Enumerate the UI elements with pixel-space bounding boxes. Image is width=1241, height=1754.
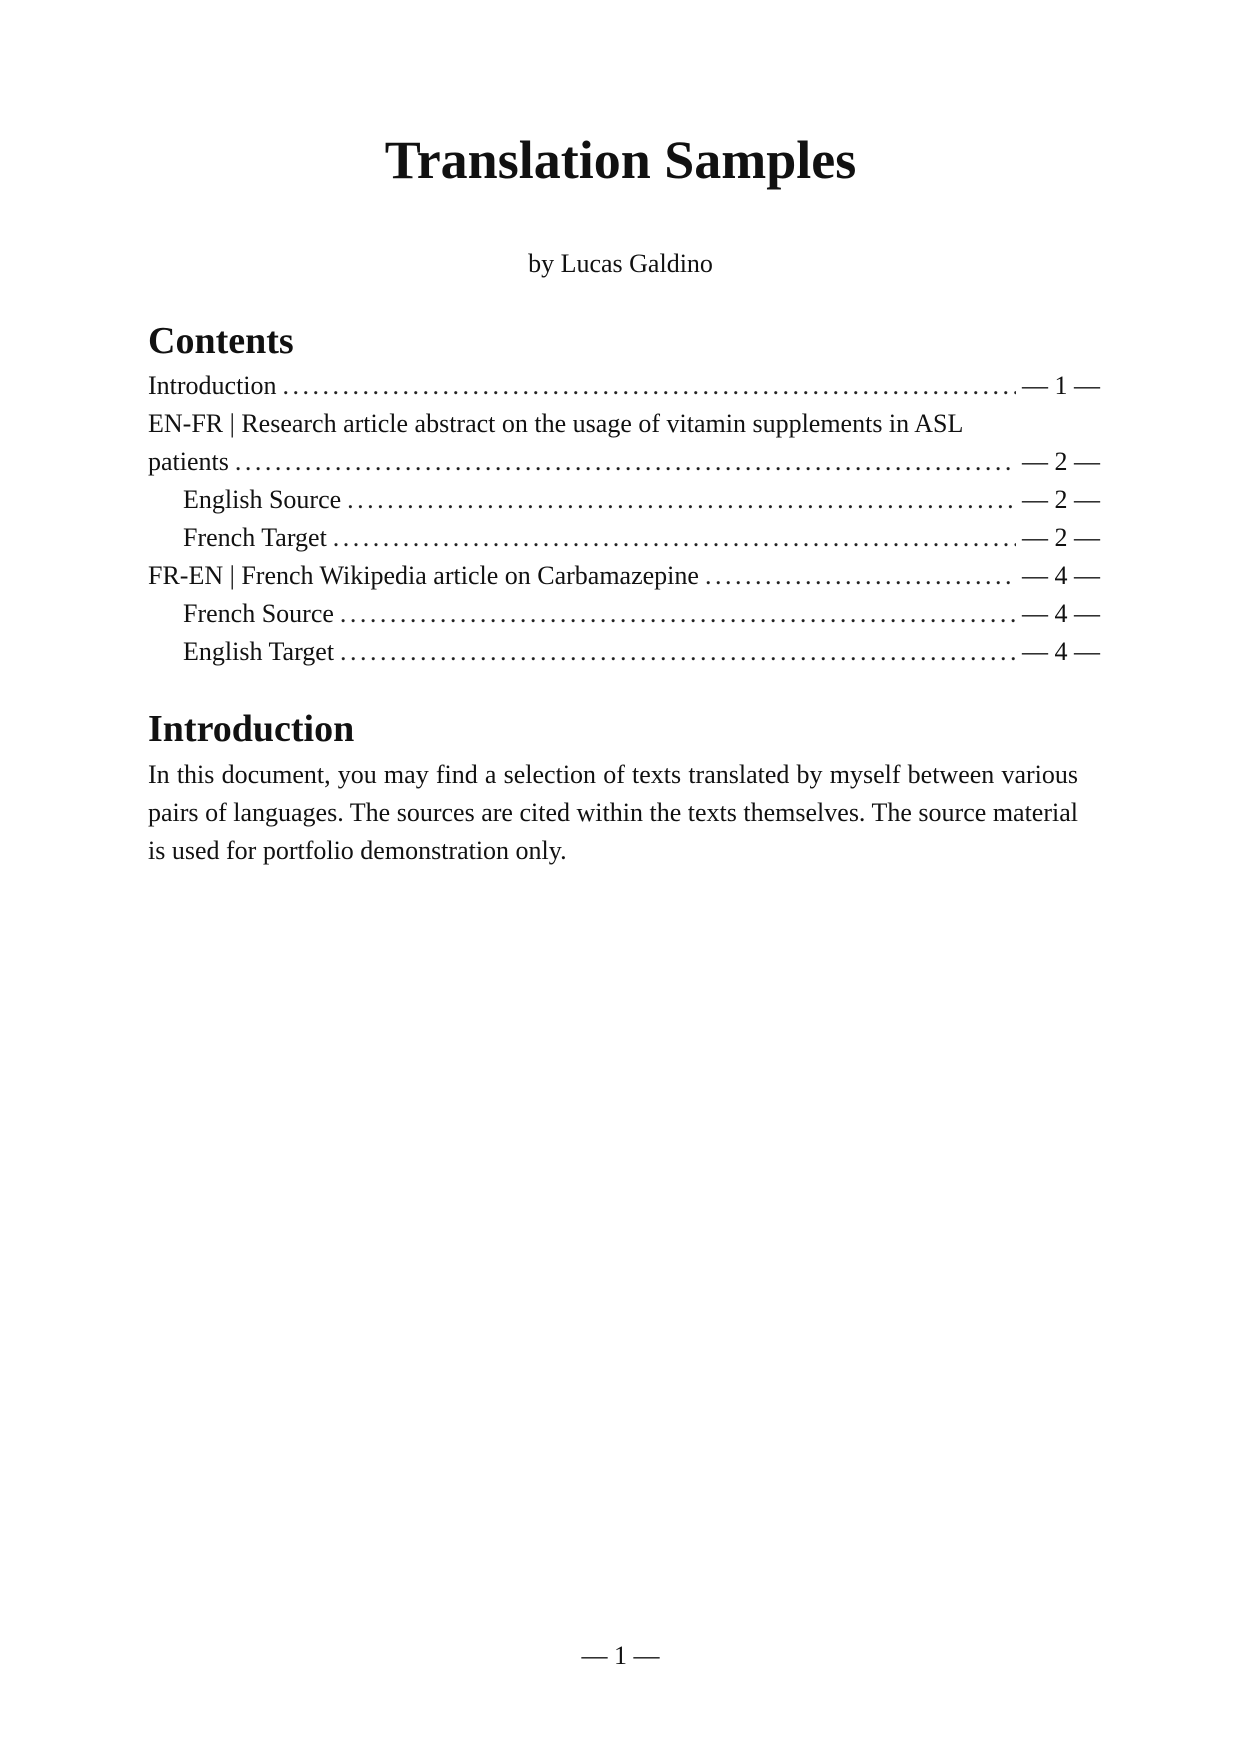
introduction-body: In this document, you may find a selection of texts translated by myself between various pairs of languages. The sources are cited within the texts themselves. The source material is used for portfolio demonstration only. (148, 760, 1078, 865)
contents-heading: Contents (148, 320, 294, 362)
toc-dot-leader (333, 519, 1016, 557)
document-title: Translation Samples (384, 130, 857, 190)
toc-entry-en-fr-title-line1[interactable]: EN-FR | Research article abstract on the usage of vitamin supplements in ASL (148, 409, 964, 438)
toc-entry-page: — 1 — (1022, 371, 1100, 400)
toc-entry-page: — 4 — (1022, 561, 1100, 590)
toc-entry-title: French Target (183, 523, 327, 552)
toc-entry-title: English Target (183, 637, 335, 666)
toc-entry-title: FR-EN | French Wikipedia article on Carbamazepine (148, 561, 699, 590)
toc-entry-english-source[interactable] (148, 481, 1100, 519)
toc-dot-leader (340, 633, 1016, 671)
toc-dot-leader (347, 481, 1016, 519)
toc-entry-page: — 2 — (1022, 485, 1100, 514)
toc-dot-leader (340, 595, 1016, 633)
toc-dot-leader (235, 443, 1016, 481)
toc-entry-page: — 2 — (1022, 523, 1100, 552)
page-number: — 1 — (581, 1641, 660, 1670)
toc-entry-en-fr[interactable] (148, 443, 1100, 481)
toc-entry-fr-en[interactable] (148, 557, 1100, 595)
toc-entry-page: — 2 — (1022, 447, 1100, 476)
toc-entry-page: — 4 — (1022, 637, 1100, 666)
toc-entry-title: patients (148, 447, 229, 476)
toc-entry-french-source[interactable] (148, 595, 1100, 633)
toc-entry-title: Introduction (148, 371, 277, 400)
introduction-heading: Introduction (148, 708, 355, 750)
document-author: by Lucas Galdino (528, 249, 713, 278)
toc-dot-leader (705, 557, 1016, 595)
toc-entry-page: — 4 — (1022, 599, 1100, 628)
toc-entry-english-target[interactable] (148, 633, 1100, 671)
toc-dot-leader (283, 367, 1016, 405)
toc-entry-introduction[interactable] (148, 367, 1100, 405)
table-of-contents (148, 367, 1100, 671)
toc-entry-title: English Source (183, 485, 342, 514)
toc-entry-title: French Source (183, 599, 334, 628)
toc-entry-french-target[interactable] (148, 519, 1100, 557)
